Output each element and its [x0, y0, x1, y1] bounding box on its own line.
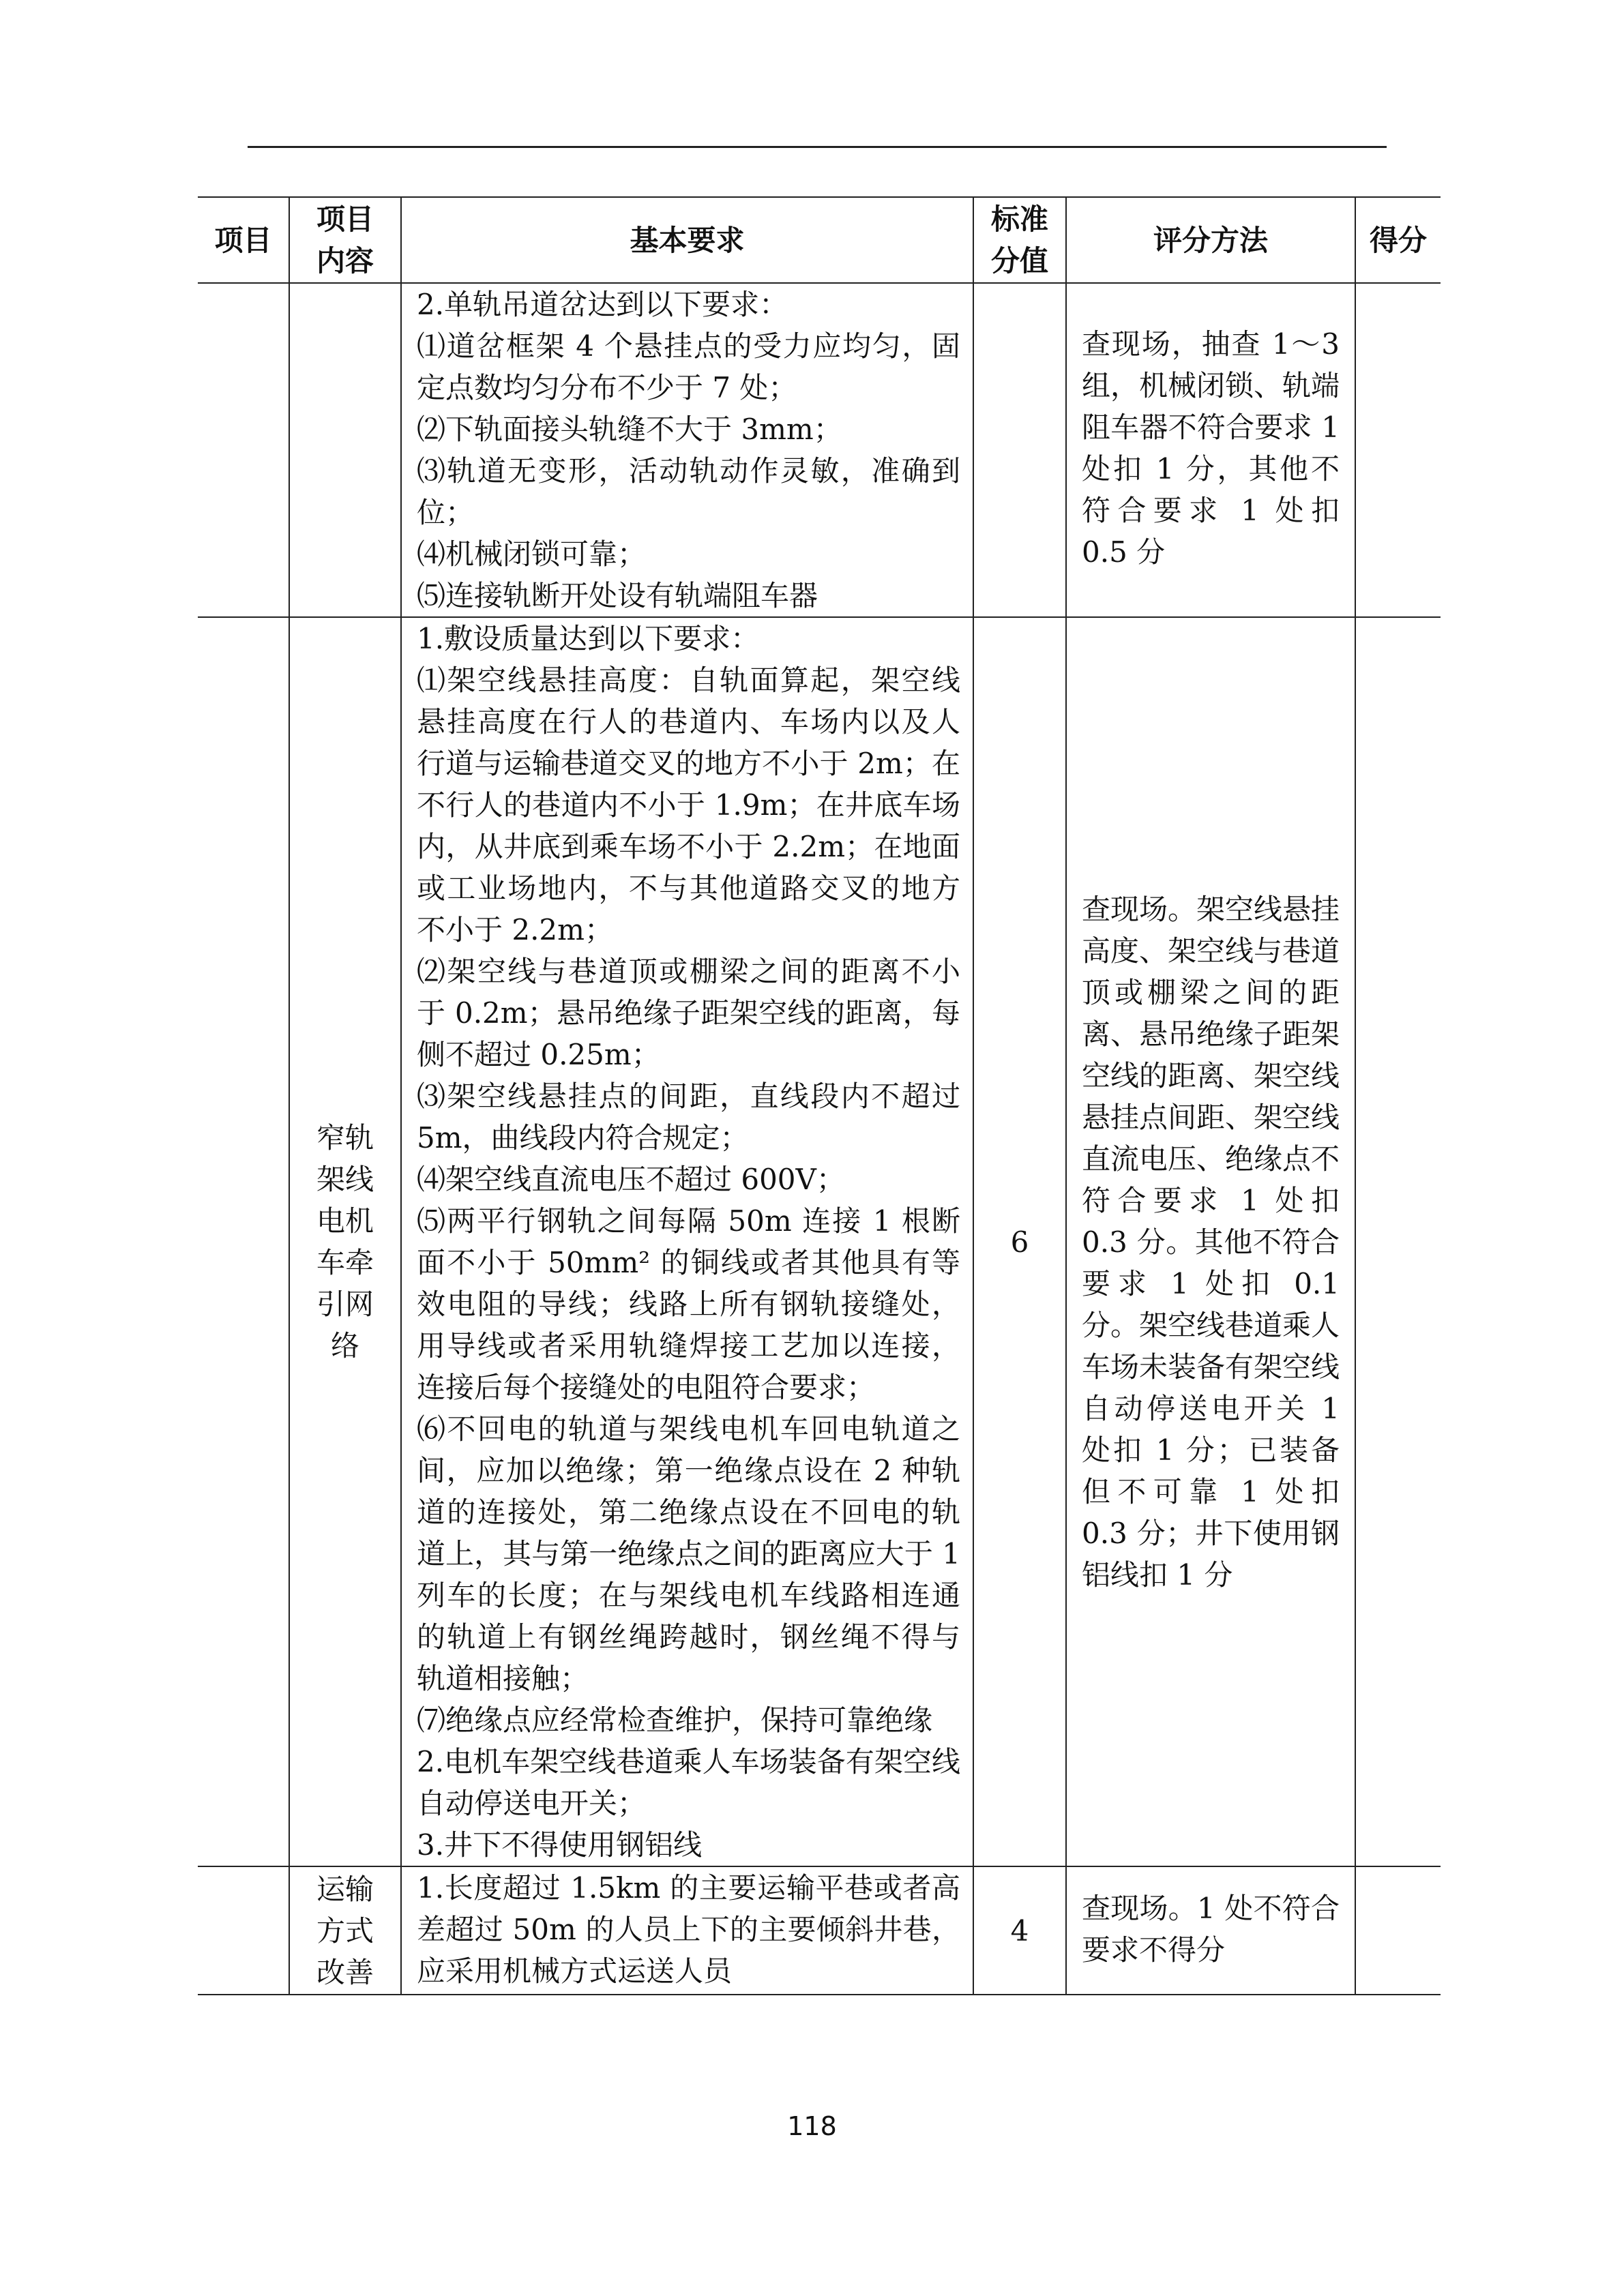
row3-standard: 4 [973, 1866, 1066, 1995]
requirement-line: ⑶架空线悬挂点的间距，直线段内不超过 5m，曲线段内符合规定； [417, 1079, 970, 1154]
row2-content [289, 617, 401, 1866]
requirement-line: ⑹不回电的轨道与架线电机车回电轨道之间，应加以绝缘；第一绝缘点设在 2 种轨道的连接处，第二绝缘点设在不回电的轨道上，其与第一绝缘点之间的距离应大于 1 列车的长度；在与架线电机车线路相连通的轨道上有钢丝绳跨越时，钢丝绳不得与轨道相接触； [417, 1412, 970, 1695]
row2-project [198, 617, 289, 1866]
requirement-line: 2.单轨吊道岔达到以下要求： [417, 288, 788, 321]
header-requirements: 基本要求 [401, 197, 973, 283]
row2-method: 查现场。架空线悬挂高度、架空线与巷道顶或棚梁之间的距离、悬吊绝缘子距架空线的距离、架空线悬挂点间距、架空线直流电压、绝缘点不符合要求 1 处扣 0.3 分。其他不符合要求 1 处扣 0.1 分。架空线巷道乘人车场未装备有架空线自动停送电开关 1 处扣 1 分；已装备但不可靠 1 处扣 0.3 分；井下使用钢铝线扣 1 分 [1066, 617, 1355, 1866]
row3-method: 查现场。1 处不符合要求不得分 [1066, 1866, 1355, 1995]
requirement-line: ⑵下轨面接头轨缝不大于 3mm； [417, 413, 842, 446]
requirement-line: ⑶轨道无变形，活动轨动作灵敏，准确到位； [417, 454, 960, 529]
header-method: 评分方法 [1066, 197, 1355, 283]
row2-standard: 6 [973, 617, 1066, 1866]
row1-score [1355, 283, 1441, 617]
page-number: 118 [787, 2111, 837, 2141]
requirement-line: ⑵架空线与巷道顶或棚梁之间的距离不小于 0.2m；悬吊绝缘子距架空线的距离，每侧不超过 0.25m； [417, 955, 960, 1071]
header-standard-label: 标准 分值 [990, 203, 1048, 278]
requirement-line: 3.井下不得使用钢铝线 [417, 1828, 703, 1862]
header-score: 得分 [1355, 197, 1441, 283]
row1-method: 查现场，抽查 1～3 组，机械闭锁、轨端阻车器不符合要求 1 处扣 1 分，其他不符合要求 1 处扣 0.5 分 [1066, 283, 1355, 617]
row3-content [289, 1866, 401, 1995]
row1-content [289, 283, 401, 617]
scoring-table [198, 196, 1441, 1995]
row1-standard [973, 283, 1066, 617]
table-row [198, 617, 1441, 1866]
row1-requirements [401, 283, 973, 617]
requirement-line: 1.长度超过 1.5km 的主要运输平巷或者高差超过 50m 的人员上下的主要倾斜井巷，应采用机械方式运送人员 [417, 1871, 960, 1988]
requirement-line: ⑴道岔框架 4 个悬挂点的受力应均匀，固定点数均匀分布不少于 7 处； [417, 329, 960, 404]
requirement-line: ⑸连接轨断开处设有轨端阻车器 [417, 579, 818, 612]
row3-content-label: 运输方式改善 [316, 1872, 374, 1989]
row2-content-label: 窄轨架线电机车牵引网络 [316, 1121, 374, 1362]
requirement-line: 1.敷设质量达到以下要求： [417, 622, 760, 655]
requirement-line: ⑸两平行钢轨之间每隔 50m 连接 1 根断面不小于 50mm² 的铜线或者其他具有等效电阻的导线；线路上所有钢轨接缝处，用导线或者采用轨缝焊接工艺加以连接，连接后每个接缝处的电阻符合要求； [417, 1204, 960, 1404]
row3-project [198, 1866, 289, 1995]
requirement-line: ⑷架空线直流电压不超过 600V； [417, 1163, 845, 1196]
table-row [198, 283, 1441, 617]
requirement-line: ⑺绝缘点应经常检查维护，保持可靠绝缘 [417, 1703, 933, 1737]
row1-project [198, 283, 289, 617]
requirement-line: ⑴架空线悬挂高度：自轨面算起，架空线悬挂高度在行人的巷道内、车场内以及人行道与运输巷道交叉的地方不小于 2m；在不行人的巷道内不小于 1.9m；在井底车场内，从井底到乘车场不小于 2.2m；在地面或工业场地内，不与其他道路交叉的地方不小于 2.2m； [417, 664, 960, 946]
header-standard [973, 197, 1066, 283]
table-row [198, 1866, 1441, 1995]
row3-requirements [401, 1866, 973, 1995]
table-header-row [198, 197, 1441, 283]
header-content [289, 197, 401, 283]
requirement-line: 2.电机车架空线巷道乘人车场装备有架空线自动停送电开关； [417, 1745, 960, 1820]
header-content-label: 项目 内容 [316, 203, 374, 278]
row2-score [1355, 617, 1441, 1866]
header-project: 项目 [198, 197, 289, 283]
row2-requirements [401, 617, 973, 1866]
header-rule [248, 146, 1387, 148]
requirement-line: ⑷机械闭锁可靠； [417, 537, 647, 571]
row3-score [1355, 1866, 1441, 1995]
